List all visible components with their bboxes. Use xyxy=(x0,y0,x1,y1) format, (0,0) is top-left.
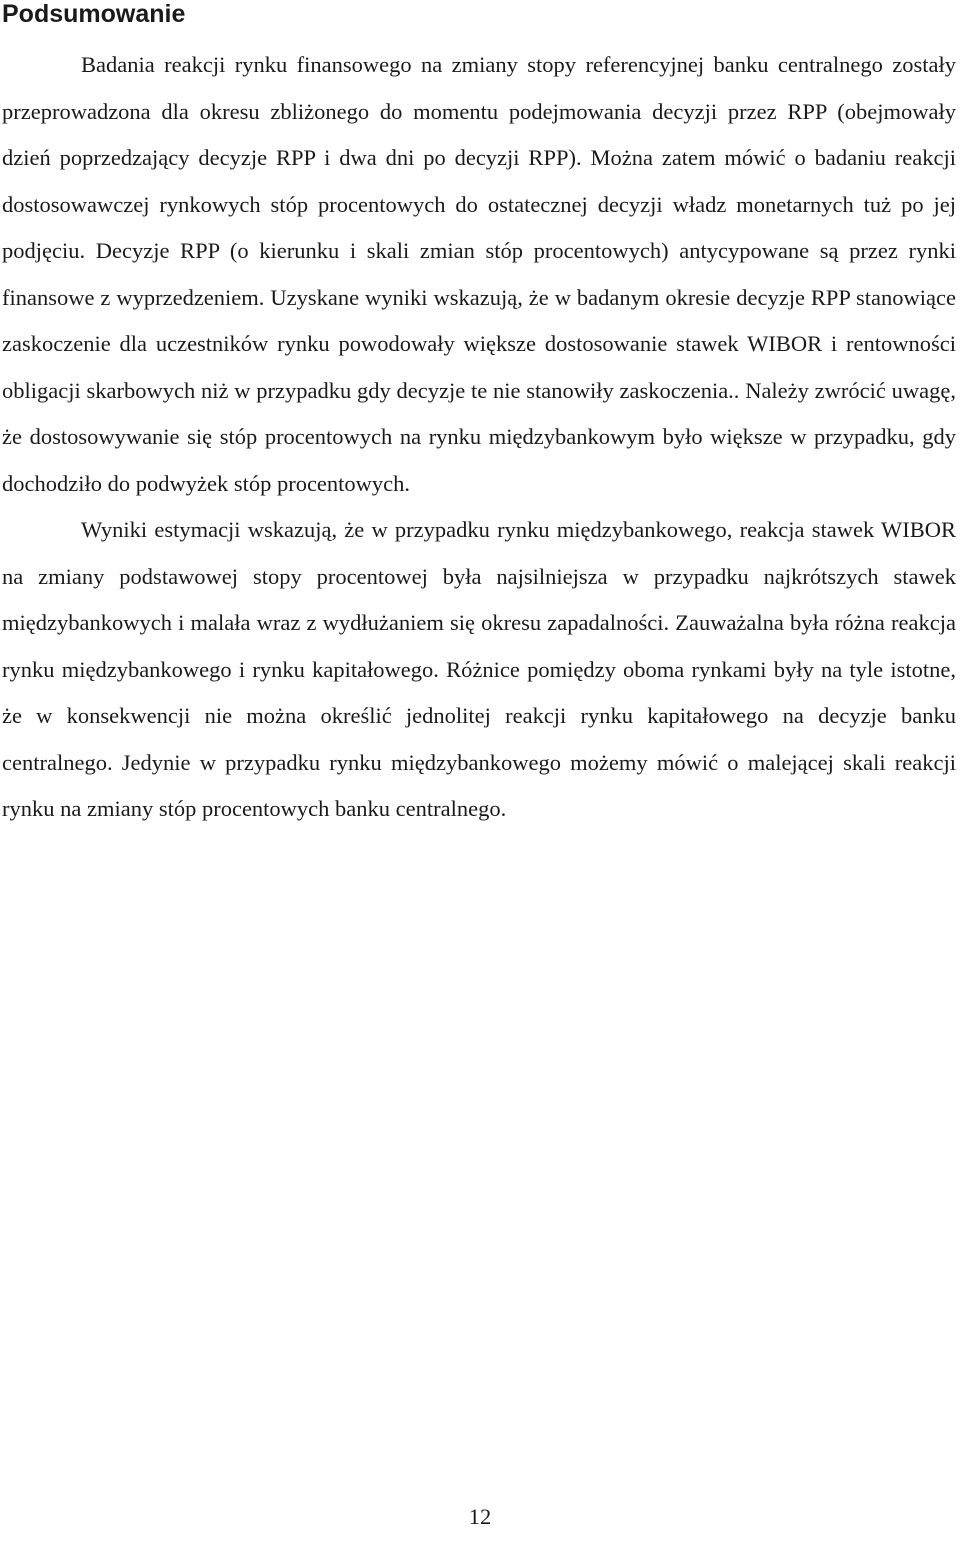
section-body xyxy=(2,42,956,833)
page-number: 12 xyxy=(468,1504,492,1529)
paragraph-2: Wyniki estymacji wskazują, że w przypadku rynku międzybankowego, reakcja stawek WIBOR na zmiany podstawowej stopy procentowej była najsilniejsza w przypadku najkrótszych stawek międzybankowych i malała wraz z wydłużaniem się okresu zapadalności. Zauważalna była różna reakcja rynku międzybankowego i rynku kapitałowego. Różnice pomiędzy oboma rynkami były na tyle istotne, że w konsekwencji nie można określić jednolitej reakcji rynku kapitałowego na decyzje banku centralnego. Jedynie w przypadku rynku międzybankowego możemy mówić o malejącej skali reakcji rynku na zmiany stóp procentowych banku centralnego. xyxy=(2,517,956,821)
paragraph-1: Badania reakcji rynku finansowego na zmiany stopy referencyjnej banku centralnego zostały przeprowadzona dla okresu zbliżonego do momentu podejmowania decyzji przez RPP (obejmowały dzień poprzedzający decyzje RPP i dwa dni po decyzji RPP). Można zatem mówić o badaniu reakcji dostosowawczej rynkowych stóp procentowych do ostatecznej decyzji władz monetarnych tuż po jej podjęciu. Decyzje RPP (o kierunku i skali zmian stóp procentowych) antycypowane są przez rynki finansowe z wyprzedzeniem. Uzyskane wyniki wskazują, że w badanym okresie decyzje RPP stanowiące zaskoczenie dla uczestników rynku powodowały większe dostosowanie stawek WIBOR i rentowności obligacji skarbowych niż w przypadku gdy decyzje te nie stanowiły zaskoczenia.. Należy zwrócić uwagę, że dostosowywanie się stóp procentowych na rynku międzybankowym było większe w przypadku, gdy dochodziło do podwyżek stóp procentowych. xyxy=(2,52,956,496)
section-heading: Podsumowanie xyxy=(2,0,186,28)
